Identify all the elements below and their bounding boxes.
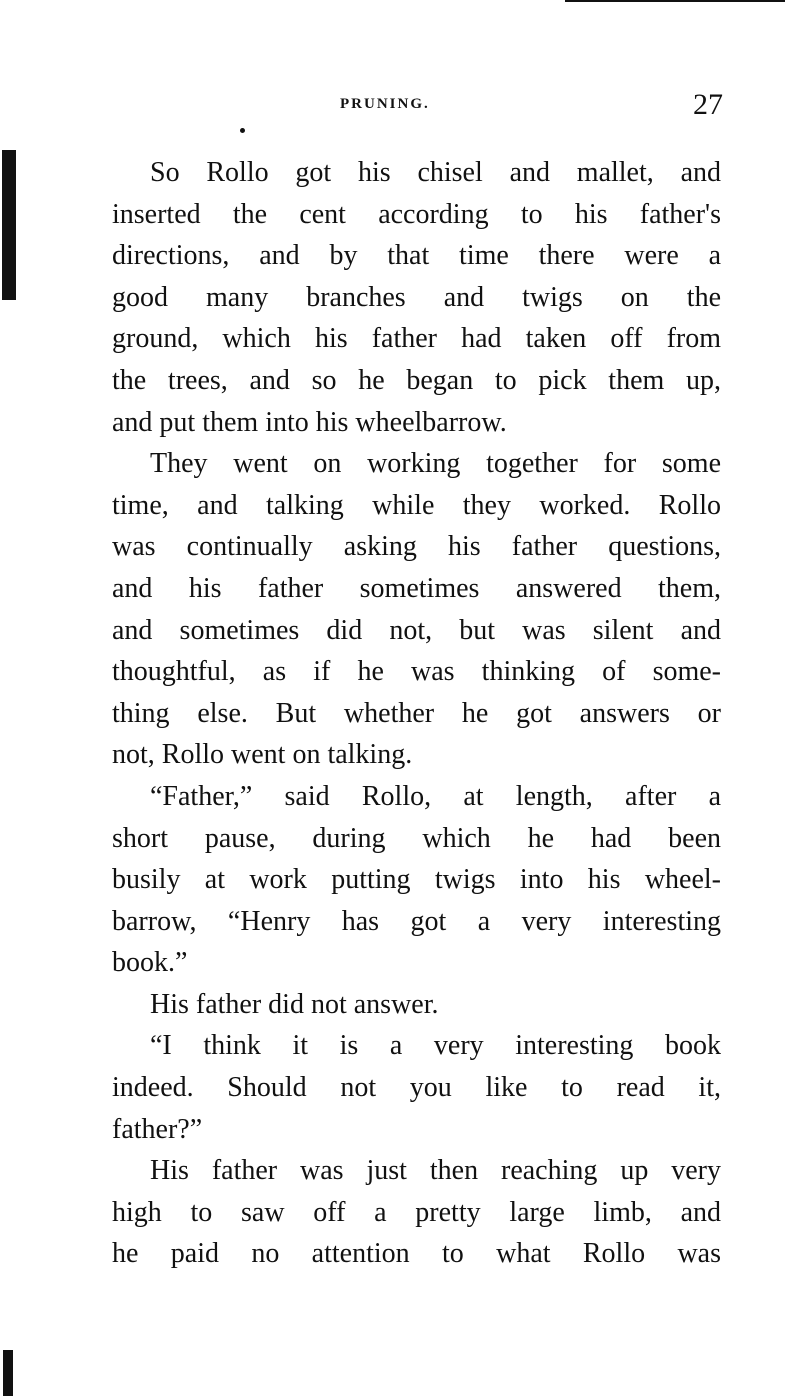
scan-artifact-left-mark [2, 150, 16, 300]
paragraph-3 [74, 776, 721, 984]
text-line: thoughtful, as if he was thinking of some- [112, 656, 721, 688]
running-head [0, 88, 785, 128]
text-line: was continually asking his father questions, [112, 531, 721, 563]
text-line: barrow, “Henry has got a very interesting [112, 905, 721, 937]
text-line: His father was just then reaching up very [150, 1155, 721, 1187]
paragraph-6 [74, 1150, 721, 1275]
text-line: “Father,” said Rollo, at length, after a [150, 780, 721, 812]
text-line: and sometimes did not, but was silent and [112, 614, 721, 646]
text-line: busily at work putting twigs into his wheel- [112, 864, 721, 896]
text-line: inserted the cent according to his father's [112, 198, 721, 230]
page-number: 27 [693, 88, 723, 121]
text-line: time, and talking while they worked. Rollo [112, 489, 721, 521]
text-line: His father did not answer. [150, 988, 439, 1020]
text-line: and his father sometimes answered them, [112, 572, 721, 604]
text-line: indeed. Should not you like to read it, [112, 1072, 721, 1104]
running-title: PRUNING. [340, 96, 430, 112]
text-line: and put them into his wheelbarrow. [112, 406, 507, 438]
text-line: book.” [112, 947, 188, 979]
text-line: They went on working together for some [150, 448, 721, 480]
paragraph-5 [74, 1025, 721, 1150]
text-line: he paid no attention to what Rollo was [112, 1238, 721, 1270]
paragraph-2 [74, 443, 721, 776]
body-text [74, 152, 721, 1275]
text-line: directions, and by that time there were a [112, 240, 721, 272]
paragraph-4 [74, 984, 721, 1026]
text-line: “I think it is a very interesting book [150, 1030, 721, 1062]
scan-artifact-top-rule [565, 0, 785, 2]
scan-artifact-dot [240, 128, 245, 133]
text-line: the trees, and so he began to pick them up, [112, 364, 721, 396]
text-line: So Rollo got his chisel and mallet, and [150, 157, 721, 188]
scan-artifact-bottom-mark [3, 1350, 13, 1396]
text-line: ground, which his father had taken off from [112, 323, 721, 355]
text-line: short pause, during which he had been [112, 822, 721, 854]
text-line: good many branches and twigs on the [112, 281, 721, 313]
text-line: high to saw off a pretty large limb, and [112, 1196, 721, 1228]
text-line: thing else. But whether he got answers or [112, 697, 721, 729]
paragraph-1 [74, 152, 721, 443]
text-line: not, Rollo went on talking. [112, 739, 413, 771]
text-line: father?” [112, 1113, 203, 1145]
